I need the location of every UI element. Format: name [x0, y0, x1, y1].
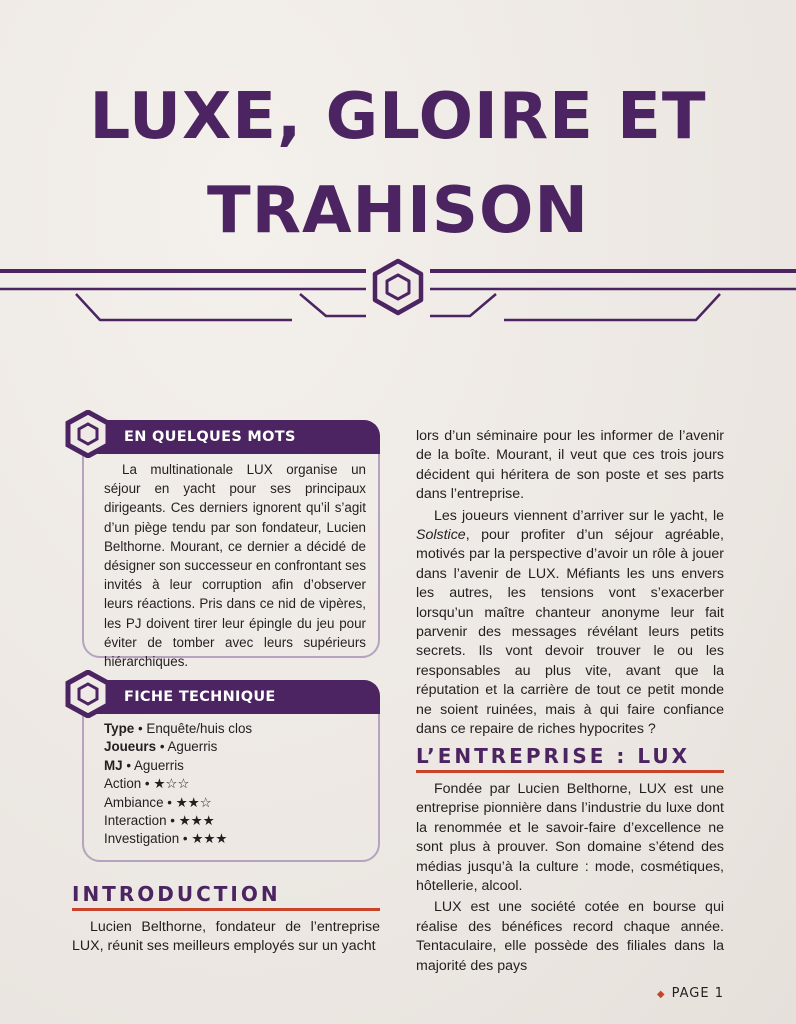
- company-paragraph-1: Fondée par Lucien Belthorne, LUX est une entreprise pionnière dans l’industrie du luxe dont la renommée et le savoir-faire d’excellence ne sont plus à prouver. Son domaine s’étend des médias jusqu’à la culture : mode, cosmétiques, hôtellerie, alcool.: [416, 781, 724, 895]
- tech-row-interaction: Interaction • ★★★: [104, 813, 215, 829]
- intro-paragraph-1-cont: lors d’un séminaire pour les informer de l’avenir de la boîte. Mourant, il veut que ces trois jours décident qui héritera de son poste et ses parts dans l’entreprise.: [416, 428, 724, 503]
- company-text: [416, 780, 724, 976]
- tech-box-heading: FICHE TECHNIQUE: [82, 680, 380, 714]
- tech-row-action: Action • ★☆☆: [104, 776, 190, 792]
- hexagon-icon: [64, 670, 112, 718]
- page-title: [0, 70, 796, 258]
- title-divider: [0, 258, 796, 328]
- intro-text-right: [416, 427, 724, 740]
- company-heading-rule: [416, 770, 724, 773]
- intro-text-left: [72, 918, 380, 957]
- company-heading: L’ENTREPRISE : LUX: [416, 744, 691, 768]
- intro-heading-rule: [72, 908, 380, 911]
- tech-row-players: Joueurs • Aguerris: [104, 739, 218, 755]
- intro-heading: INTRODUCTION: [72, 882, 281, 906]
- summary-text: [104, 460, 366, 671]
- summary-box-heading: EN QUELQUES MOTS: [82, 420, 380, 454]
- title-line-1: LUXE, GLOIRE ET: [89, 80, 707, 154]
- tech-list: [104, 720, 366, 849]
- company-paragraph-2: LUX est une société cotée en bourse qui réalise des bénéfices record chaque année. Tentaculaire, elle possède des filiales dans la majorité des pays: [416, 899, 724, 974]
- tech-row-ambiance: Ambiance • ★★☆: [104, 794, 212, 810]
- diamond-icon: ◆: [656, 989, 666, 1000]
- tech-row-gm: MJ • Aguerris: [104, 757, 184, 773]
- tech-row-investigation: Investigation • ★★★: [104, 831, 228, 847]
- page-number: ◆ PAGE 1: [656, 986, 724, 1001]
- ship-name: Solstice: [416, 527, 466, 544]
- hexagon-icon: [64, 410, 112, 458]
- tech-row-type: Type • Enquête/huis clos: [104, 721, 253, 736]
- intro-paragraph-1: Lucien Belthorne, fondateur de l’entreprise LUX, réunit ses meilleurs employés sur un yacht: [72, 919, 380, 955]
- intro-paragraph-2: Les joueurs viennent d’arriver sur le yacht, le Solstice, pour profiter d’un séjour agréable, motivés par la perspective d’avoir un rôle à jouer dans l’avenir de LUX. Méfiants les uns envers les autres, les tensions vont s’exacerber lorsqu’un maître chanteur anonyme leur fait parvenir des messages révélant leurs petits secrets. Ils vont devoir trouver le ou les responsables au plus vite, avant que la réputation et la carrière de tout ce petit monde ne soient ruinées, mais à qui faire confiance dans ce repaire de riches hypocrites ?: [416, 507, 724, 738]
- title-line-2: TRAHISON: [207, 174, 589, 248]
- summary-paragraph: La multinationale LUX organise un séjour en yacht pour ses principaux dirigeants. Ces derniers ignorent qu’il s’agit d’un piège tendu par son fondateur, Lucien Belthorne. Mourant, ce dernier a décidé de désigner son successeur en confrontant ses invités à leur corruption afin d’observer leurs réactions. Pris dans ce nid de vipères, les PJ doivent tirer leur épingle du jeu pour éviter de tomber avec leurs supérieurs hiérarchiques.: [104, 462, 367, 670]
